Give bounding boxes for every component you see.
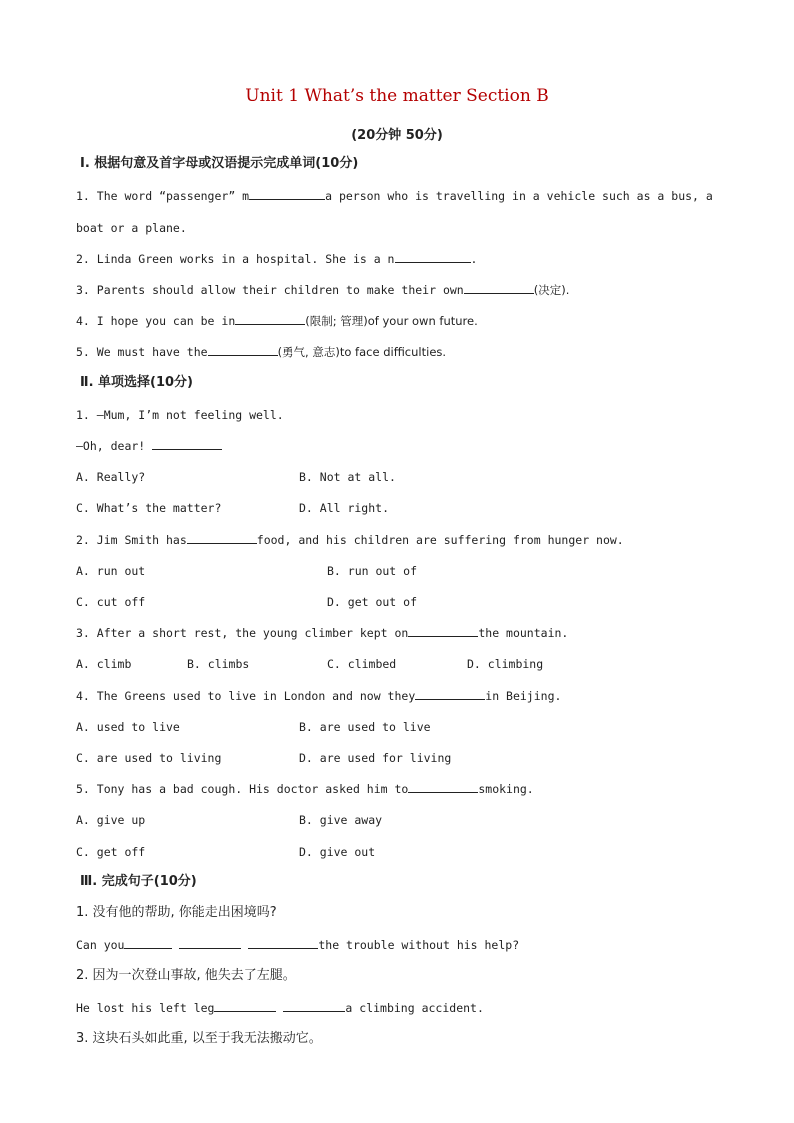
s1-q1-line2: boat or a plane. [76,221,187,235]
s1-q4: 4. I hope you can be in (限制; 管理)of your own future. [76,314,478,328]
s2-q1-option-b[interactable]: B. Not at all. [299,470,396,484]
s2-q5-option-d[interactable]: D. give out [299,845,376,859]
answer-blank[interactable] [248,937,318,949]
s2-q4: 4. The Greens used to live in London and now they in Beijing. [76,689,562,703]
s2-q4-option-b[interactable]: B. are used to live [299,720,431,734]
s2-q1-option-a[interactable]: A. Really? [76,470,146,484]
answer-blank[interactable] [249,188,325,200]
time-score-info: (20分钟 50分) [351,128,443,143]
s2-q3-option-a[interactable]: A. climb [76,657,132,671]
answer-blank[interactable] [235,313,305,325]
s2-q3-option-c[interactable]: C. climbed [327,657,397,671]
answer-blank[interactable] [187,532,257,544]
s2-q2-option-a[interactable]: A. run out [76,564,146,578]
s1-q3: 3. Parents should allow their children to make their own (决定). [76,283,570,297]
section1-heading: Ⅰ. 根据句意及首字母或汉语提示完成单词(10分) [80,156,359,171]
s3-q1: Can you the trouble without his help? [76,938,520,952]
s3-q2: He lost his left leg a climbing accident. [76,1001,484,1015]
s2-q2-option-c[interactable]: C. cut off [76,595,146,609]
s3-q1-chinese: 1. 没有他的帮助, 你能走出困境吗? [76,905,277,920]
answer-blank[interactable] [152,438,222,450]
s2-q1-option-c[interactable]: C. What’s the matter? [76,501,222,515]
answer-blank[interactable] [408,781,478,793]
s2-q1-line2: —Oh, dear! [76,438,222,454]
s2-q4-option-a[interactable]: A. used to live [76,720,180,734]
s2-q1-option-d[interactable]: D. All right. [299,501,390,515]
s2-q3-option-d[interactable]: D. climbing [467,657,544,671]
s1-q5: 5. We must have the (勇气, 意志)to face difficulties. [76,345,447,359]
s2-q5: 5. Tony has a bad cough. His doctor asked him to smoking. [76,782,534,796]
s2-q3: 3. After a short rest, the young climber kept on the mountain. [76,626,569,640]
answer-blank[interactable] [408,625,478,637]
s2-q3-option-b[interactable]: B. climbs [187,657,250,671]
s2-q5-option-a[interactable]: A. give up [76,813,146,827]
section2-heading: Ⅱ. 单项选择(10分) [80,375,194,390]
s3-q3-chinese: 3. 这块石头如此重, 以至于我无法搬动它。 [76,1031,322,1046]
s2-q2-option-b[interactable]: B. run out of [327,564,418,578]
s2-q4-option-c[interactable]: C. are used to living [76,751,222,765]
answer-blank[interactable] [283,1000,345,1012]
answer-blank[interactable] [415,688,485,700]
answer-blank[interactable] [395,251,471,263]
answer-blank[interactable] [208,344,278,356]
answer-blank[interactable] [179,937,241,949]
s3-q2-chinese: 2. 因为一次登山事故, 他失去了左腿。 [76,968,296,983]
s2-q5-option-b[interactable]: B. give away [299,813,383,827]
s2-q5-option-c[interactable]: C. get off [76,845,146,859]
s2-q4-option-d[interactable]: D. are used for living [299,751,452,765]
section3-heading: Ⅲ. 完成句子(10分) [80,874,197,889]
page-title: Unit 1 What’s the matter Section B [245,86,549,106]
s2-q2: 2. Jim Smith has food, and his children are suffering from hunger now. [76,533,624,547]
s1-q2: 2. Linda Green works in a hospital. She is a n . [76,252,478,266]
s2-q1-line1: 1. —Mum, I’m not feeling well. [76,408,284,422]
answer-blank[interactable] [214,1000,276,1012]
answer-blank[interactable] [464,282,534,294]
answer-blank[interactable] [124,937,172,949]
s1-q1-line1: 1. The word “passenger” m a person who is travelling in a vehicle such as a bus, a [76,189,713,203]
s2-q2-option-d[interactable]: D. get out of [327,595,418,609]
